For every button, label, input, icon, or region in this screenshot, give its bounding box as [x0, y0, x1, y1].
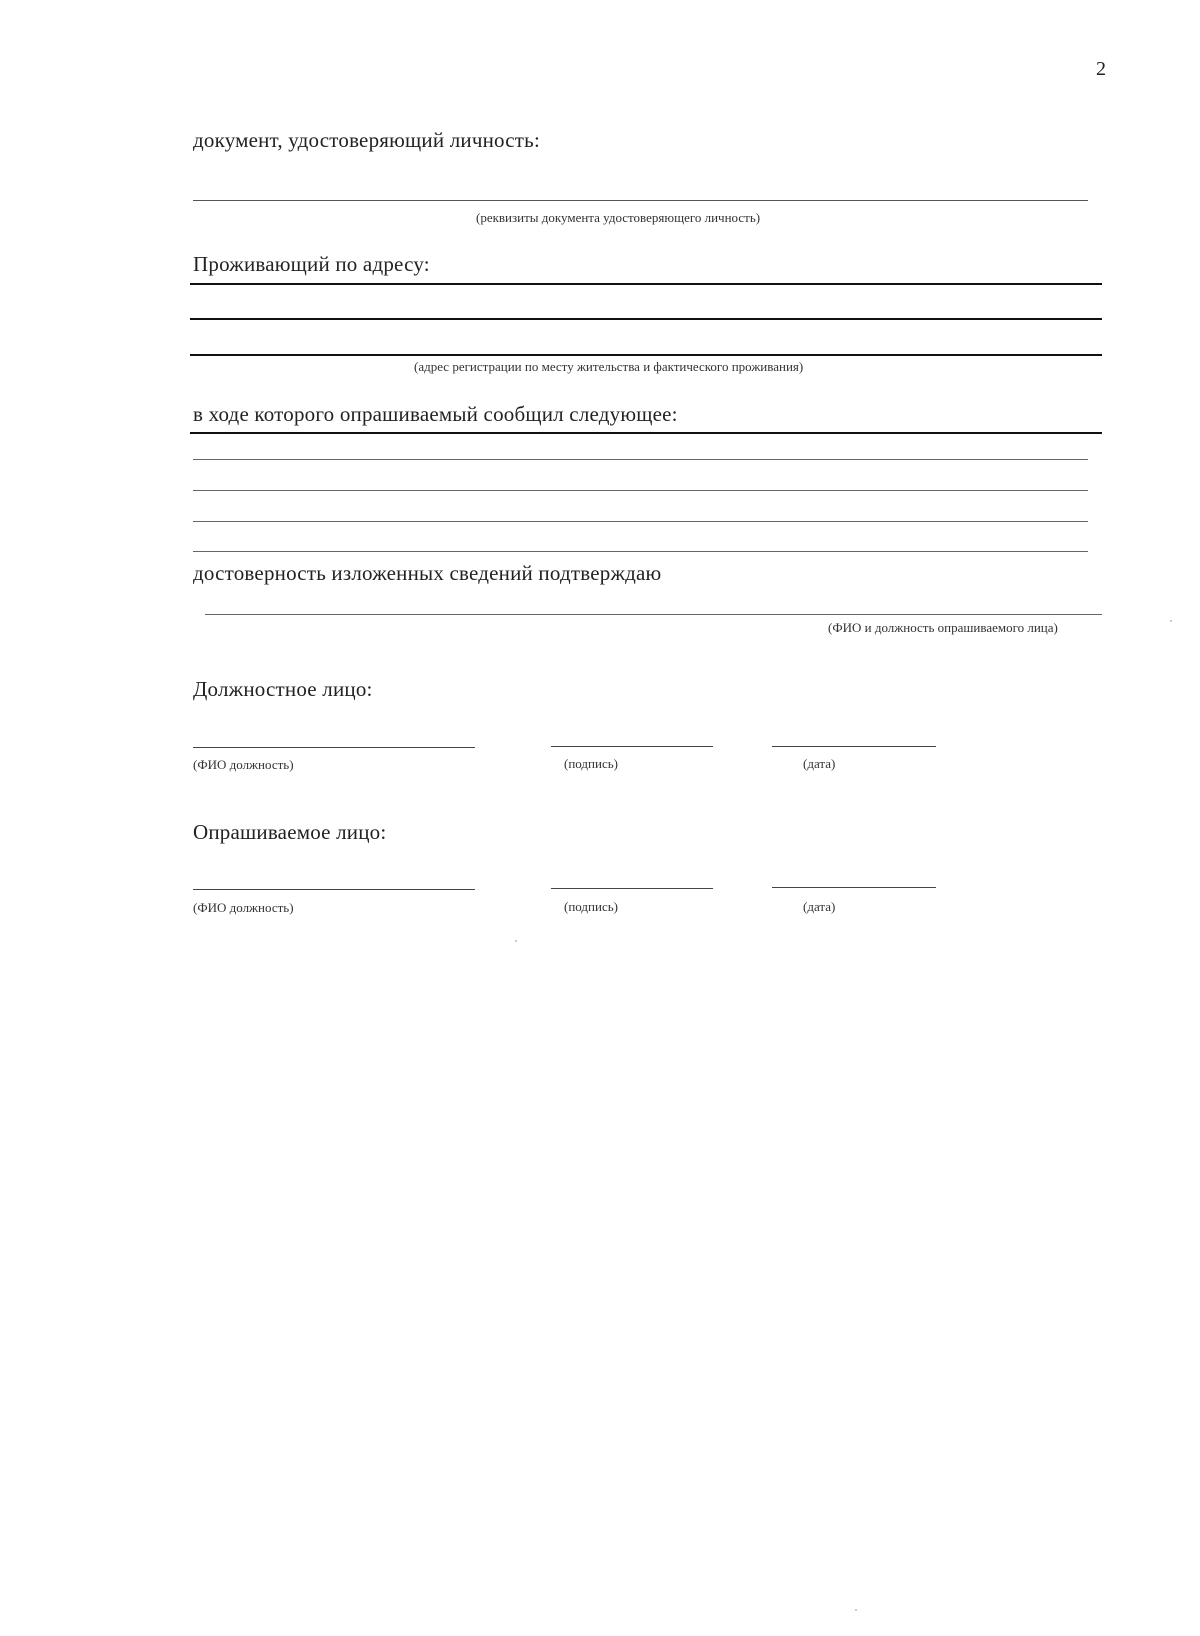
official-date-caption: (дата)	[803, 756, 836, 771]
scan-speck	[515, 940, 517, 942]
statement-line-2[interactable]	[193, 459, 1088, 460]
statement-line-5[interactable]	[193, 551, 1088, 552]
respondent-name-caption: (ФИО должность)	[193, 900, 294, 915]
respondent-signature-caption: (подпись)	[564, 899, 618, 914]
statement-label: в ходе которого опрашиваемый сообщил следующее:	[193, 402, 678, 426]
address-line-2[interactable]	[190, 318, 1102, 320]
address-line-3[interactable]	[190, 354, 1102, 356]
confirmation-caption: (ФИО и должность опрашиваемого лица)	[828, 620, 1058, 635]
official-signature-line[interactable]	[551, 746, 713, 747]
respondent-date-line[interactable]	[772, 887, 936, 888]
address-line-1[interactable]	[190, 283, 1102, 285]
id-document-line[interactable]	[193, 200, 1088, 201]
id-document-label: документ, удостоверяющий личность:	[193, 128, 540, 152]
statement-line-1[interactable]	[190, 432, 1102, 434]
official-date-line[interactable]	[772, 746, 936, 747]
respondent-name-line[interactable]	[193, 889, 475, 890]
page-number: 2	[1096, 58, 1106, 80]
confirmation-label: достоверность изложенных сведений подтверждаю	[193, 561, 662, 585]
statement-line-4[interactable]	[193, 521, 1088, 522]
address-caption: (адрес регистрации по месту жительства и фактического проживания)	[414, 359, 804, 374]
official-name-line[interactable]	[193, 747, 475, 748]
official-name-caption: (ФИО должность)	[193, 757, 294, 772]
address-label: Проживающий по адресу:	[193, 252, 430, 276]
official-signature-caption: (подпись)	[564, 756, 618, 771]
scan-speck	[1170, 620, 1172, 622]
id-document-caption: (реквизиты документа удостоверяющего личность)	[476, 210, 761, 225]
respondent-date-caption: (дата)	[803, 899, 836, 914]
respondent-signature-line[interactable]	[551, 888, 713, 889]
official-label: Должностное лицо:	[193, 677, 373, 701]
respondent-label: Опрашиваемое лицо:	[193, 820, 387, 844]
confirmation-line[interactable]	[205, 614, 1102, 615]
statement-line-3[interactable]	[193, 490, 1088, 491]
scan-speck	[855, 1609, 857, 1611]
